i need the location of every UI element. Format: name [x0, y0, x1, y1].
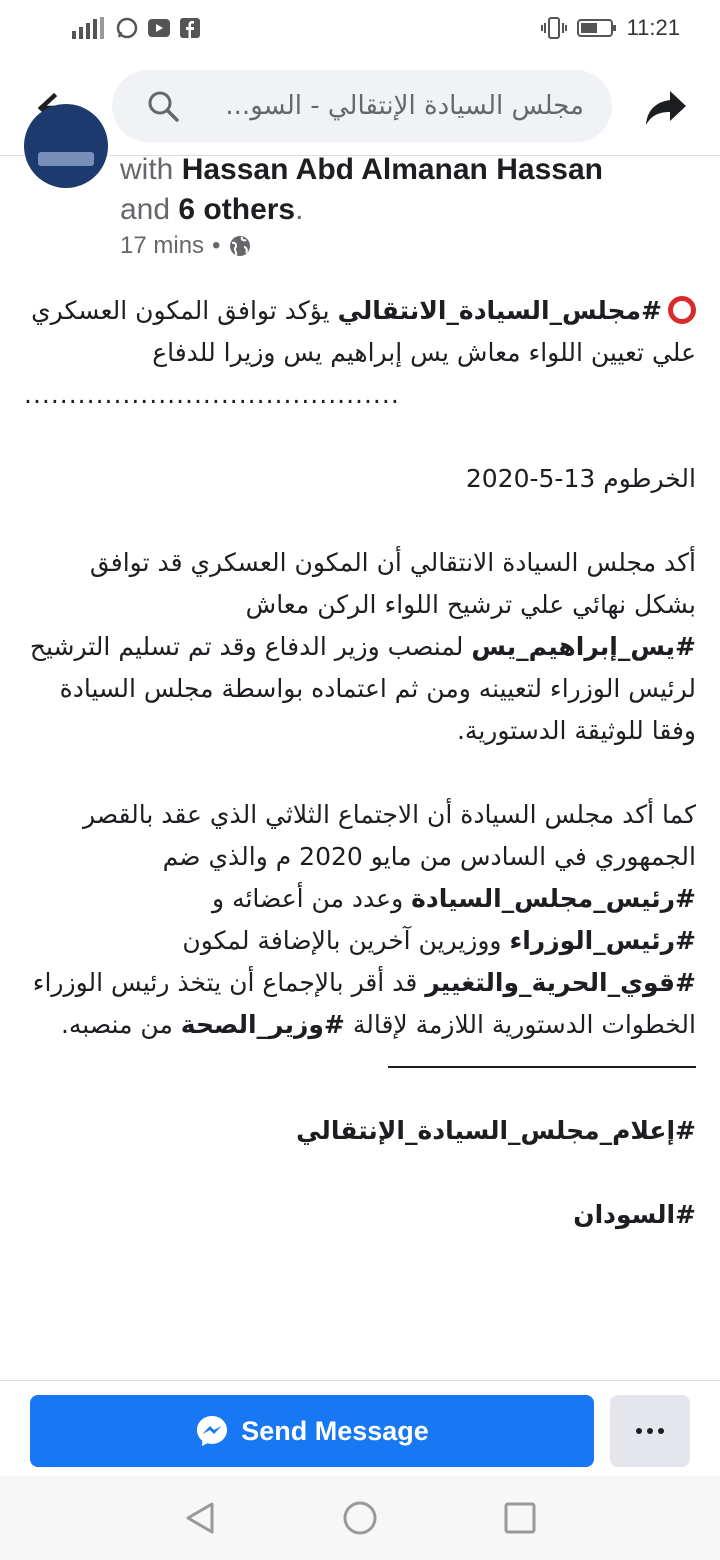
hashtag-link[interactable]: #قوي_الحرية_والتغيير [425, 968, 696, 997]
hashtag-link[interactable]: #يس_إبراهيم_يس [471, 632, 696, 661]
more-dots-icon [635, 1427, 665, 1435]
paragraph-1 [24, 542, 696, 752]
nav-home-icon [342, 1500, 378, 1536]
nav-recents-button[interactable] [500, 1498, 540, 1538]
paragraph-text: قد أقر بالإجماع أن يتخذ رئيس الوزراء الخطوات الدستورية اللازمة لإقالة [32, 968, 696, 1039]
others-link[interactable]: 6 others [178, 193, 296, 226]
vibrate-icon [541, 17, 567, 39]
send-message-label: Send Message [241, 1415, 429, 1446]
youtube-icon [148, 19, 170, 37]
battery-icon [577, 17, 617, 39]
tagged-person-link[interactable]: Hassan Abd Almanan Hassan [181, 153, 603, 186]
status-icons-left [72, 17, 200, 39]
whatsapp-icon [116, 17, 138, 39]
post-tag-line [120, 150, 710, 230]
nav-back-button[interactable] [180, 1498, 220, 1538]
more-options-button[interactable] [610, 1395, 690, 1467]
signal-icon [72, 17, 106, 39]
bottom-action-bar [0, 1380, 720, 1476]
dateline: الخرطوم 13-5-2020 [465, 464, 696, 493]
paragraph-text: ووزيرين آخرين بالإضافة لمكون [182, 926, 510, 955]
post-meta [120, 232, 252, 260]
facebook-icon [180, 18, 200, 38]
search-query-text: مجلس السيادة الإنتقالي - السو... [225, 91, 584, 121]
paragraph-text: من منصبه. [60, 1010, 181, 1039]
paragraph-text: وعدد من أعضائه و [212, 884, 412, 913]
globe-icon [228, 234, 252, 258]
hashtag-link[interactable]: #رئيس_الوزراء [509, 926, 696, 955]
status-bar [0, 0, 720, 56]
status-time: 11:21 [626, 15, 680, 40]
hashtag-link[interactable]: #وزير_الصحة [180, 1010, 345, 1039]
and-word: and [120, 193, 171, 226]
top-bar [0, 62, 720, 156]
hashtag-link[interactable]: #رئيس_مجلس_السيادة [411, 884, 696, 913]
avatar-emblem [38, 152, 94, 166]
meta-separator: • [212, 232, 221, 259]
dotted-separator: .......................................... [24, 380, 400, 409]
period: . [295, 193, 304, 226]
hashtag-link[interactable]: #مجلس_السيادة_الانتقالي [337, 296, 662, 325]
nav-back-icon [184, 1501, 216, 1535]
paragraph-2 [24, 794, 696, 1046]
nav-recents-icon [504, 1502, 536, 1534]
nav-home-button[interactable] [340, 1498, 380, 1538]
post-headline [24, 290, 696, 374]
status-icons-right [541, 15, 680, 41]
share-button[interactable] [636, 84, 696, 132]
footer-hashtag[interactable]: #إعلام_مجلس_السيادة_الإنتقالي [296, 1116, 696, 1145]
paragraph-text: أكد مجلس السيادة الانتقالي أن المكون العسكري قد توافق بشكل نهائي علي ترشيح اللواء الركن معاش [89, 548, 696, 619]
cutoff-hashtag[interactable]: #السودان [573, 1200, 696, 1229]
post-time[interactable]: 17 mins [120, 232, 205, 259]
red-circle-icon [668, 296, 696, 324]
share-icon [644, 89, 688, 127]
paragraph-text: كما أكد مجلس السيادة أن الاجتماع الثلاثي الذي عقد بالقصر الجمهوري في السادس من مايو 2020 م والذي ضم [83, 800, 696, 871]
send-message-button[interactable] [30, 1395, 594, 1467]
headline-text: يؤكد توافق المكون العسكري علي تعيين اللواء معاش يس إبراهيم يس وزيرا للدفاع [31, 296, 696, 367]
search-icon [146, 89, 180, 123]
messenger-icon [195, 1414, 229, 1448]
system-nav-bar [0, 1476, 720, 1560]
page-avatar[interactable] [24, 104, 108, 188]
paragraph-text: لمنصب وزير الدفاع وقد تم تسليم الترشيح لرئيس الوزراء لتعيينه ومن ثم اعتماده بواسطة مجلس السيادة وفقا للوثيقة الدستورية. [29, 632, 696, 745]
search-bar[interactable] [112, 70, 612, 142]
with-word: with [120, 153, 174, 186]
post-text [24, 290, 696, 1236]
